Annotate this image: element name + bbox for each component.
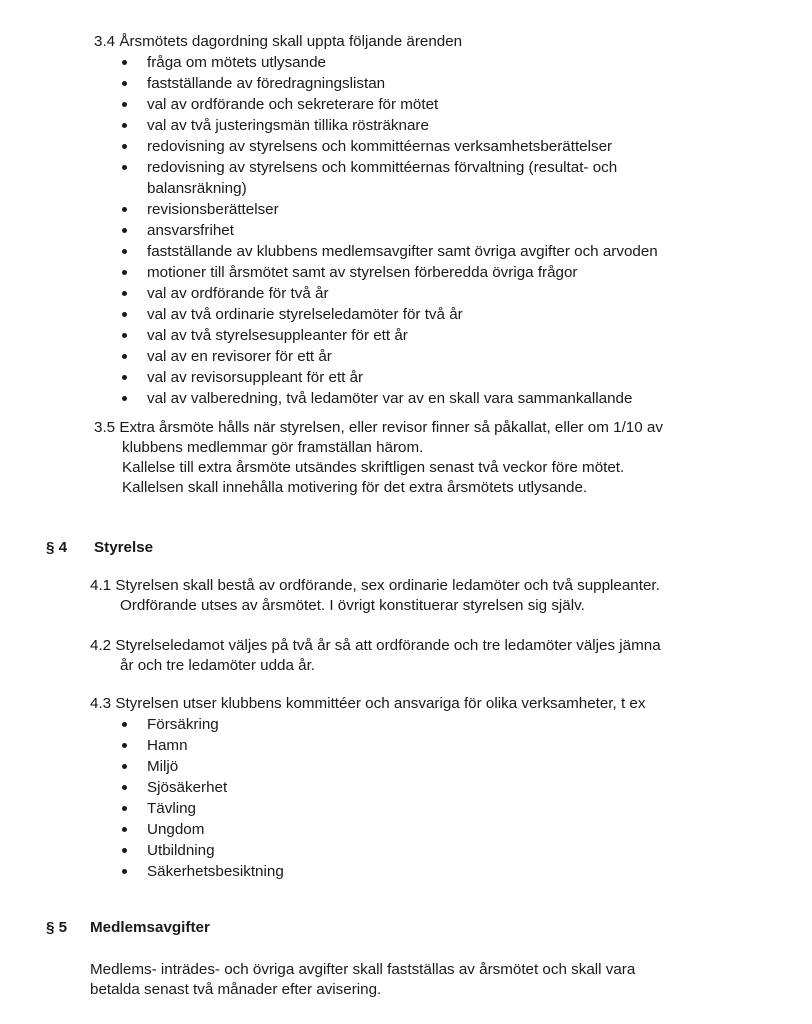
list-item: Säkerhetsbesiktning bbox=[118, 861, 284, 882]
list-item: revisionsberättelser bbox=[118, 199, 658, 220]
list-item: val av revisorsuppleant för ett år bbox=[118, 367, 658, 388]
bullet-icon bbox=[122, 207, 127, 212]
bullet-icon bbox=[122, 354, 127, 359]
list-item: fastställande av föredragningslistan bbox=[118, 73, 658, 94]
section-4-title: Styrelse bbox=[94, 539, 154, 556]
list-item: fråga om mötets utlysande bbox=[118, 52, 658, 73]
section-3-4-heading: 3.4 Årsmötets dagordning skall uppta följande ärenden bbox=[94, 33, 463, 50]
list-item: val av ordförande och sekreterare för mötet bbox=[118, 94, 658, 115]
section-3-5-line: 3.5 Extra årsmöte hålls när styrelsen, eller revisor finner så påkallat, eller om 1/10 av bbox=[94, 419, 663, 436]
list-item: ansvarsfrihet bbox=[118, 220, 658, 241]
bullet-icon bbox=[122, 228, 127, 233]
section-5-number: § 5 bbox=[46, 919, 68, 936]
section-3-5-line: Kallelsen skall innehålla motivering för det extra årsmötets utlysande. bbox=[122, 479, 588, 496]
bullet-icon bbox=[122, 165, 127, 170]
para-4-3-line: 4.3 Styrelsen utser klubbens kommittéer och ansvariga för olika verksamheter, t ex bbox=[90, 695, 646, 712]
list-item: Sjösäkerhet bbox=[118, 777, 284, 798]
list-item: Ungdom bbox=[118, 819, 284, 840]
agenda-list bbox=[118, 52, 658, 409]
bullet-icon bbox=[122, 827, 127, 832]
bullet-icon bbox=[122, 722, 127, 727]
bullet-icon bbox=[122, 869, 127, 874]
list-item: val av två justeringsmän tillika rösträknare bbox=[118, 115, 658, 136]
bullet-icon bbox=[122, 785, 127, 790]
bullet-icon bbox=[122, 806, 127, 811]
list-item: val av en revisorer för ett år bbox=[118, 346, 658, 367]
bullet-icon bbox=[122, 743, 127, 748]
para-4-2-line: 4.2 Styrelseledamot väljes på två år så att ordförande och tre ledamöter väljes jämna bbox=[90, 637, 661, 654]
list-item: val av två styrelsesuppleanter för ett år bbox=[118, 325, 658, 346]
list-item: fastställande av klubbens medlemsavgifter samt övriga avgifter och arvoden bbox=[118, 241, 658, 262]
para-4-2-line: år och tre ledamöter udda år. bbox=[120, 657, 316, 674]
bullet-icon bbox=[122, 848, 127, 853]
bullet-icon bbox=[122, 144, 127, 149]
list-item: val av valberedning, två ledamöter var av en skall vara sammankallande bbox=[118, 388, 658, 409]
committee-list bbox=[118, 714, 284, 882]
para-4-1-line: Ordförande utses av årsmötet. I övrigt konstituerar styrelsen sig själv. bbox=[120, 597, 585, 614]
bullet-icon bbox=[122, 123, 127, 128]
list-item: redovisning av styrelsens och kommittéernas verksamhetsberättelser bbox=[118, 136, 658, 157]
section-5-line: betalda senast två månader efter avisering. bbox=[90, 981, 382, 998]
list-item: val av ordförande för två år bbox=[118, 283, 658, 304]
list-item: Miljö bbox=[118, 756, 284, 777]
list-item: Tävling bbox=[118, 798, 284, 819]
bullet-icon bbox=[122, 249, 127, 254]
bullet-icon bbox=[122, 312, 127, 317]
bullet-icon bbox=[122, 102, 127, 107]
bullet-icon bbox=[122, 270, 127, 275]
bullet-icon bbox=[122, 81, 127, 86]
list-item: redovisning av styrelsens och kommittéernas förvaltning (resultat- och balansräkning) bbox=[118, 157, 658, 199]
section-3-5-line: Kallelse till extra årsmöte utsändes skriftligen senast två veckor före mötet. bbox=[122, 459, 625, 476]
bullet-icon bbox=[122, 764, 127, 769]
section-3-5-line: klubbens medlemmar gör framställan härom. bbox=[122, 439, 424, 456]
section-5-line: Medlems- inträdes- och övriga avgifter skall fastställas av årsmötet och skall vara bbox=[90, 961, 636, 978]
section-4-number: § 4 bbox=[46, 539, 68, 556]
list-item: Hamn bbox=[118, 735, 284, 756]
list-item: val av två ordinarie styrelseledamöter för två år bbox=[118, 304, 658, 325]
list-item: Utbildning bbox=[118, 840, 284, 861]
list-item: Försäkring bbox=[118, 714, 284, 735]
section-5-title: Medlemsavgifter bbox=[90, 919, 210, 936]
bullet-icon bbox=[122, 375, 127, 380]
list-item: motioner till årsmötet samt av styrelsen förberedda övriga frågor bbox=[118, 262, 658, 283]
bullet-icon bbox=[122, 333, 127, 338]
bullet-icon bbox=[122, 60, 127, 65]
bullet-icon bbox=[122, 291, 127, 296]
bullet-icon bbox=[122, 396, 127, 401]
para-4-1-line: 4.1 Styrelsen skall bestå av ordförande, sex ordinarie ledamöter och två suppleanter. bbox=[90, 577, 660, 594]
